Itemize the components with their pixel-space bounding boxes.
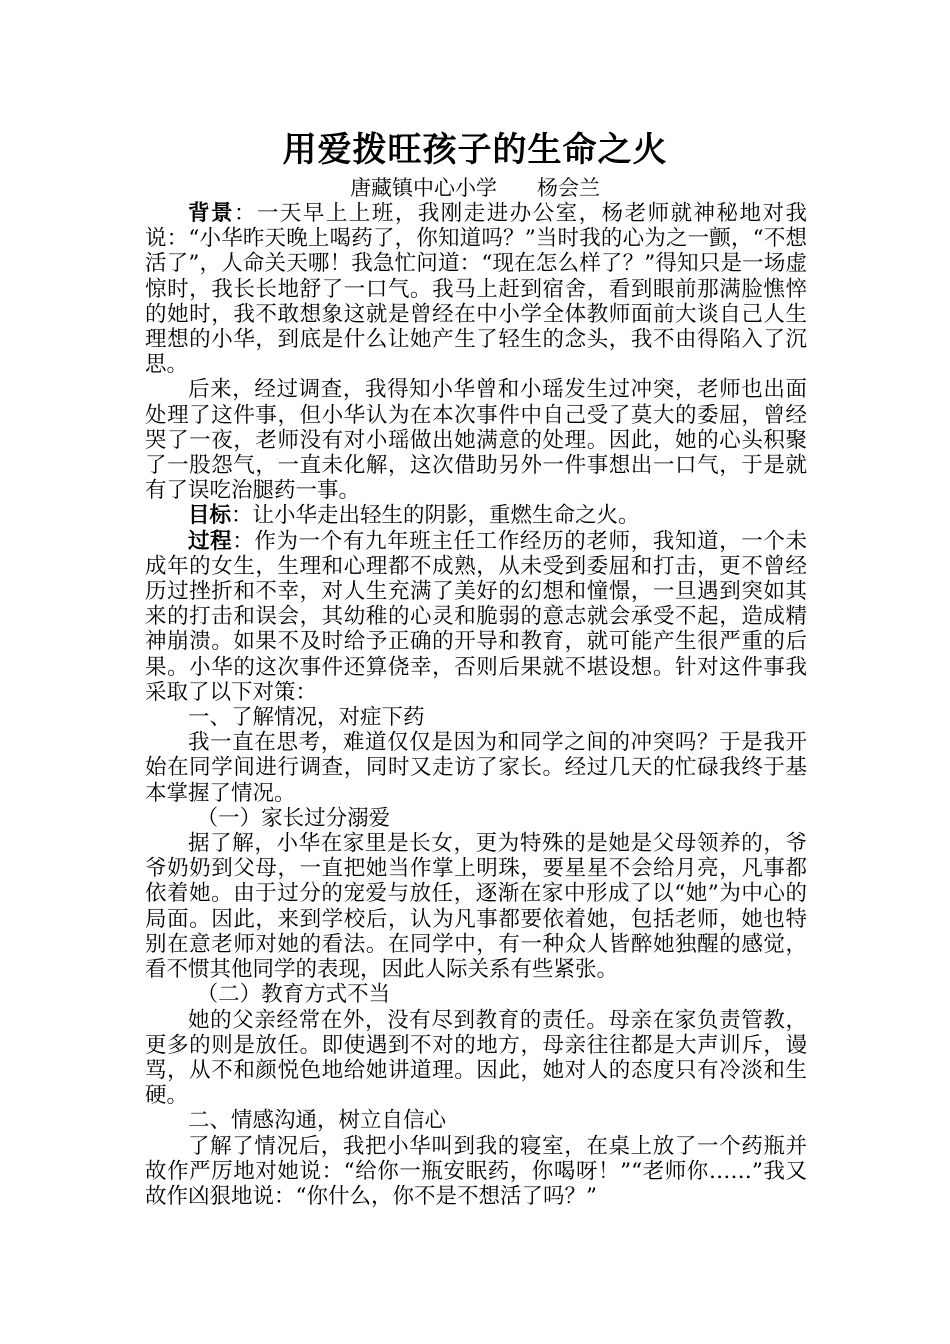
document-title: 用爱拨旺孩子的生命之火	[282, 130, 668, 170]
goal-text: ：让小华走出轻生的阴影，重燃生命之火。	[231, 503, 640, 529]
byline	[0, 175, 950, 201]
section2-text: 了解了情况后，我把小华叫到我的寝室，在桌上放了一个药瓶并故作严厉地对她说：“给你一瓶安眠药，你喝呀！”“老师你……”我又故作凶狠地说：“你什么，你不是不想活了吗？”	[145, 1133, 807, 1209]
background-text: ：一天早上上班，我刚走进办公室，杨老师就神秘地对我说：“小华昨天晚上喝药了，你知道吗？”当时我的心为之一颤，“不想活了”，人命关天哪！我急忙问道：“现在怎么样了？”得知只是一场虚惊时，我长长地舒了一口气。我马上赶到宿舍，看到眼前那满脸憔悴的她时，我不敢想象这就是曾经在中小学全体教师面前大谈自己人生理想的小华，到底是什么让她产生了轻生的念头，我不由得陷入了沉思。	[145, 201, 807, 378]
process-text: ：作为一个有九年班主任工作经历的老师，我知道，一个未成年的女生，生理和心理都不成熟，从未受到委屈和打击，更不曾经历过挫折和不幸，对人生充满了美好的幻想和憧憬，一旦遇到突如其来的打击和误会，其幼稚的心灵和脆弱的意志就会承受不起，造成精神崩溃。如果不及时给予正确的开导和教育，就可能产生很严重的后果。小华的这次事件还算侥幸，否则后果就不堪设想。针对这件事我采取了以下对策：	[145, 528, 807, 705]
section1-heading: 一、了解情况，对症下药	[188, 705, 425, 731]
goal-paragraph	[145, 503, 807, 528]
background-label: 背景	[188, 201, 234, 226]
section1-text: 我一直在思考，难道仅仅是因为和同学之间的冲突吗？于是我开始在同学间进行调查，同时又走访了家长。经过几天的忙碌我终于基本掌握了情况。	[145, 730, 807, 806]
sub1-text: 据了解，小华在家里是长女，更为特殊的是她是父母领养的，爷爷奶奶到父母，一直把她当作掌上明珠，要星星不会给月亮，凡事都依着她。由于过分的宠爱与放任，逐渐在家中形成了以“她”为中心的局面。因此，来到学校后，认为凡事都要依着她，包括老师，她也特别在意老师对她的看法。在同学中，有一种众人皆醉她独醒的感觉，看不惯其他同学的表现，因此人际关系有些紧张。	[145, 831, 807, 983]
section2-heading: 二、情感沟通，树立自信心	[188, 1108, 447, 1134]
author-name: 杨会兰	[537, 176, 600, 200]
process-paragraph	[145, 529, 807, 705]
sub2-text: 她的父亲经常在外，没有尽到教育的责任。母亲在家负责管教，更多的则是放任。即使遇到不对的地方，母亲往往都是大声训斥，谩骂，从不和颜悦色地给她讲道理。因此，她对人的态度只有冷淡和生硬。	[145, 1007, 807, 1109]
background-continuation: 后来，经过调查，我得知小华曾和小瑶发生过冲突，老师也出面处理了这件事，但小华认为在本次事件中自己受了莫大的委屈，曾经哭了一夜，老师没有对小瑶做出她满意的处理。因此，她的心头积聚了一股怨气，一直未化解，这次借助另外一件事想出一口气，于是就有了误吃治腿药一事。	[145, 377, 807, 504]
process-label: 过程	[188, 528, 233, 554]
sub2-heading: （二）教育方式不当	[196, 982, 391, 1008]
goal-label: 目标	[188, 503, 232, 529]
background-paragraph	[145, 201, 807, 377]
school-name: 唐藏镇中心小学	[350, 176, 497, 200]
sub1-heading: （一）家长过分溺爱	[196, 805, 391, 831]
document-body	[145, 201, 807, 1209]
